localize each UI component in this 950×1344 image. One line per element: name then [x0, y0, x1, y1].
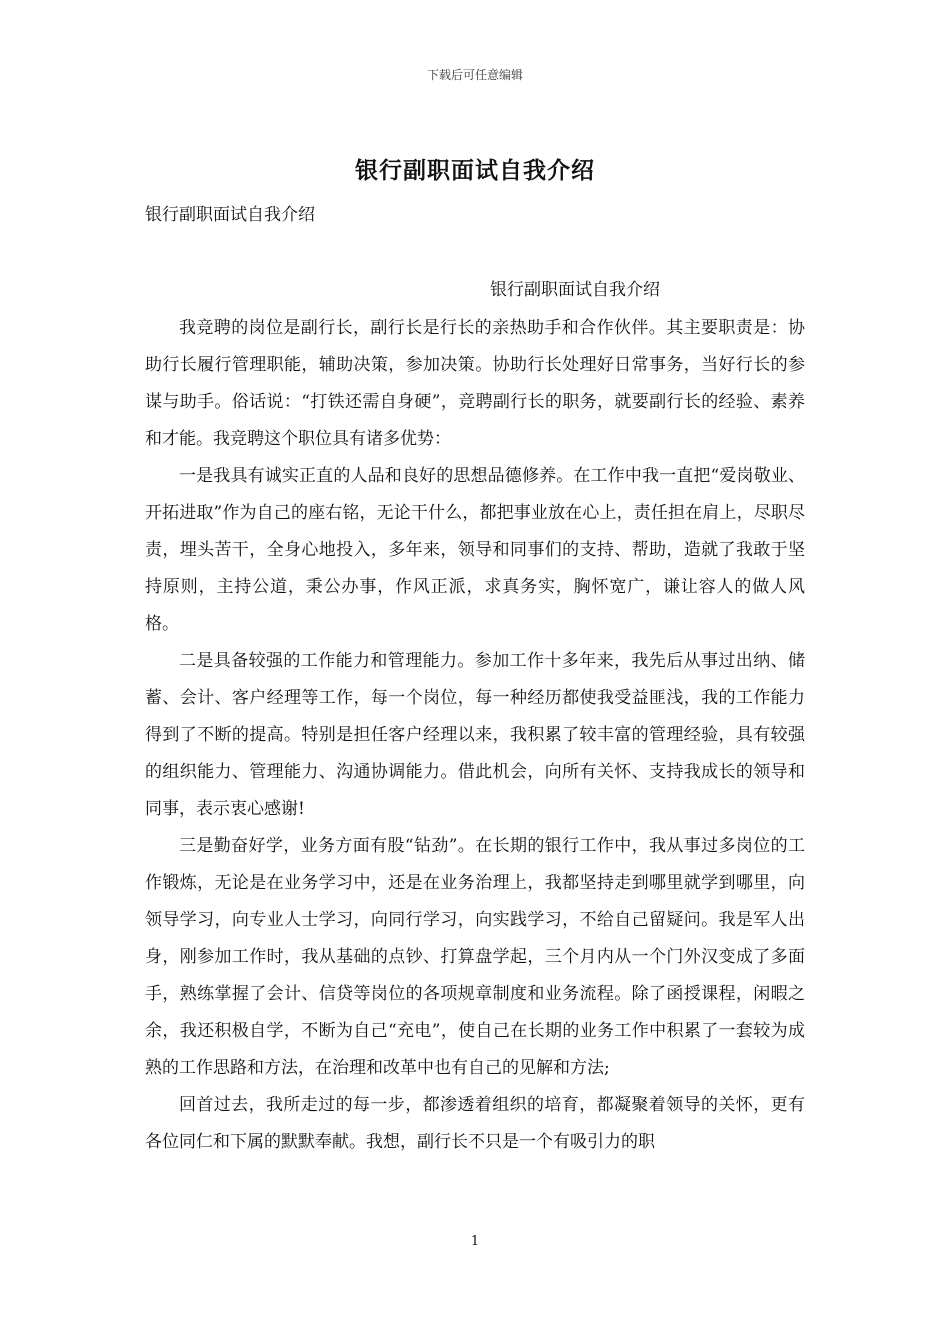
- paragraph-5: 回首过去，我所走过的每一步，都渗透着组织的培育，都凝聚着领导的关怀，更有各位同仁和下属的默默奉献。我想，副行长不只是一个有吸引力的职: [145, 1095, 805, 1152]
- document-subtitle: 银行副职面试自我介绍: [145, 205, 315, 225]
- paragraph-1: 我竞聘的岗位是副行长，副行长是行长的亲热助手和合作伙伴。其主要职责是：协助行长履行管理职能，辅助决策，参加决策。协助行长处理好日常事务，当好行长的参谋与助手。俗话说：“打铁还需自身硬”，竞聘副行长的职务，就要副行长的经验、素养和才能。我竞聘这个职位具有诸多优势：: [145, 318, 805, 449]
- section-heading: 银行副职面试自我介绍: [490, 280, 660, 300]
- page-number: 1: [470, 1234, 480, 1249]
- document-body: [145, 310, 805, 1161]
- document-title: 银行副职面试自我介绍: [355, 157, 595, 184]
- paragraph-3: 二是具备较强的工作能力和管理能力。参加工作十多年来，我先后从事过出纳、储蓄、会计、客户经理等工作，每一个岗位，每一种经历都使我受益匪浅，我的工作能力得到了不断的提高。特别是担任客户经理以来，我积累了较丰富的管理经验，具有较强的组织能力、管理能力、沟通协调能力。借此机会，向所有关怀、支持我成长的领导和同事，表示衷心感谢!: [145, 651, 805, 819]
- paragraph-2: 一是我具有诚实正直的人品和良好的思想品德修养。在工作中我一直把“爱岗敬业、开拓进取”作为自己的座右铭，无论干什么，都把事业放在心上，责任担在肩上，尽职尽责，埋头苦干，全身心地投入，多年来，领导和同事们的支持、帮助，造就了我敢于坚持原则，主持公道，秉公办事，作风正派，求真务实，胸怀宽广，谦让容人的做人风格。: [145, 466, 805, 634]
- paragraph-4: 三是勤奋好学，业务方面有股“钻劲”。在长期的银行工作中，我从事过多岗位的工作锻炼，无论是在业务学习中，还是在业务治理上，我都坚持走到哪里就学到哪里，向领导学习，向专业人士学习，向同行学习，向实践学习，不给自己留疑问。我是军人出身，刚参加工作时，我从基础的点钞、打算盘学起，三个月内从一个门外汉变成了多面手，熟练掌握了会计、信贷等岗位的各项规章制度和业务流程。除了函授课程，闲暇之余，我还积极自学，不断为自己“充电”，使自己在长期的业务工作中积累了一套较为成熟的工作思路和方法，在治理和改革中也有自己的见解和方法;: [145, 836, 805, 1078]
- page-header-note: 下载后可任意编辑: [426, 68, 523, 82]
